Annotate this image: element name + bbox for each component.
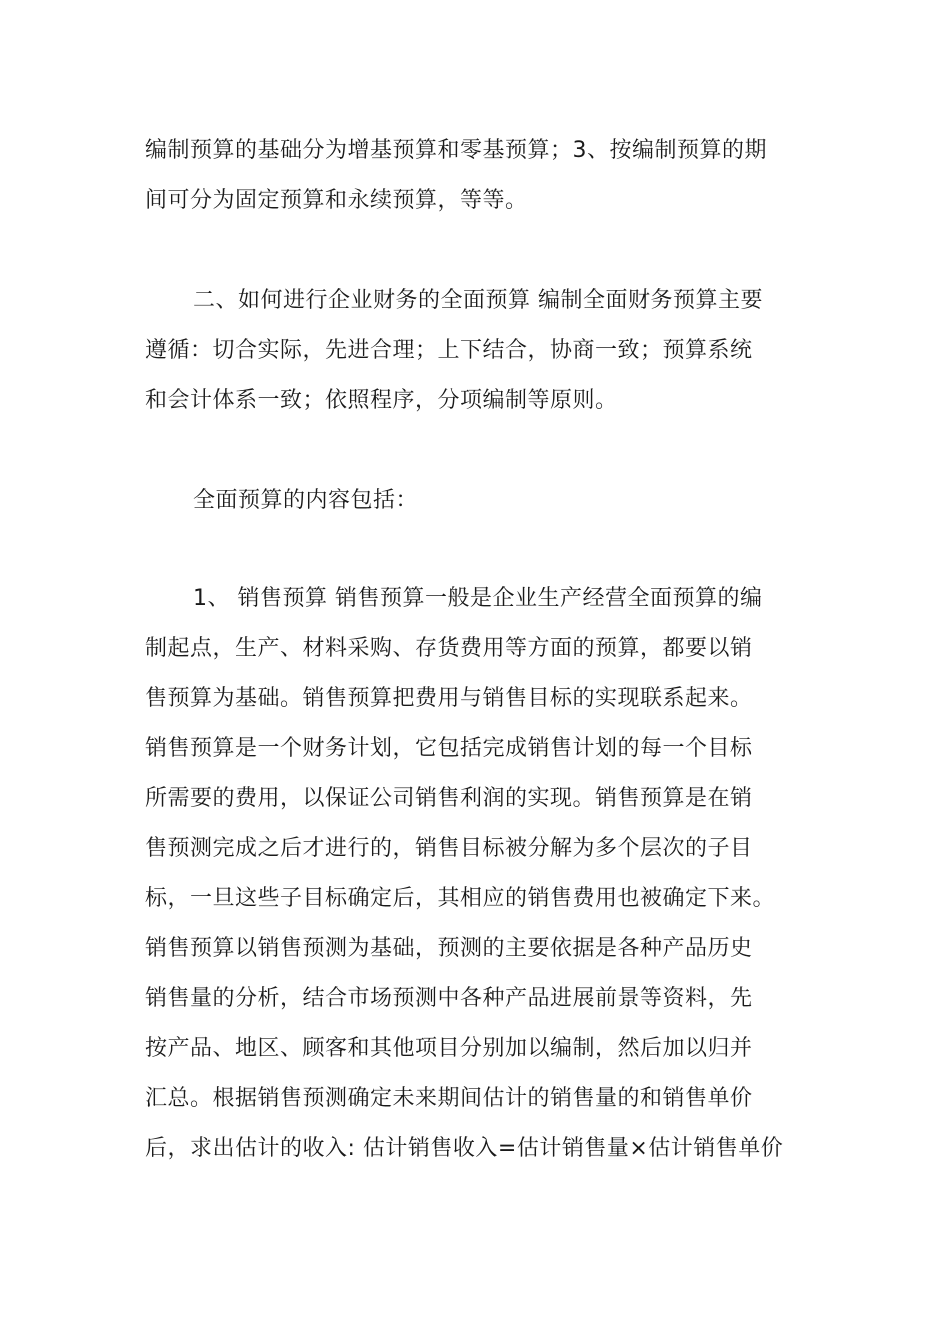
- paragraph-line: 遵循：切合实际，先进合理；上下结合，协商一致；预算系统: [145, 338, 753, 363]
- section-heading-line: 二、如何进行企业财务的全面预算 编制全面财务预算主要: [193, 288, 763, 313]
- paragraph-line: 销售预算以销售预测为基础，预测的主要依据是各种产品历史: [145, 936, 753, 961]
- paragraph-line: 按产品、地区、顾客和其他项目分别加以编制，然后加以归并: [145, 1036, 753, 1061]
- list-item-heading-line: 1、 销售预算 销售预算一般是企业生产经营全面预算的编: [193, 586, 763, 611]
- paragraph-line: 间可分为固定预算和永续预算，等等。: [145, 188, 528, 213]
- formula-line: 后，求出估计的收入: 估计销售收入=估计销售量×估计销售单价: [145, 1136, 784, 1161]
- paragraph-line: 制起点，生产、材料采购、存货费用等方面的预算，都要以销: [145, 636, 753, 661]
- paragraph-line: 所需要的费用，以保证公司销售利润的实现。销售预算是在销: [145, 786, 753, 811]
- paragraph-line: 销售量的分析，结合市场预测中各种产品进展前景等资料，先: [145, 986, 753, 1011]
- paragraph-line: 售预算为基础。销售预算把费用与销售目标的实现联系起来。: [145, 686, 753, 711]
- content-intro-line: 全面预算的内容包括：: [193, 488, 419, 513]
- paragraph-line: 销售预算是一个财务计划，它包括完成销售计划的每一个目标: [145, 736, 753, 761]
- paragraph-line: 售预测完成之后才进行的，销售目标被分解为多个层次的子目: [145, 836, 753, 861]
- paragraph-line: 汇总。根据销售预测确定未来期间估计的销售量的和销售单价: [145, 1086, 753, 1111]
- paragraph-line: 标，一旦这些子目标确定后，其相应的销售费用也被确定下来。: [145, 886, 776, 911]
- paragraph-line: 编制预算的基础分为增基预算和零基预算；3、按编制预算的期: [145, 138, 767, 163]
- paragraph-line: 和会计体系一致；依照程序，分项编制等原则。: [145, 388, 618, 413]
